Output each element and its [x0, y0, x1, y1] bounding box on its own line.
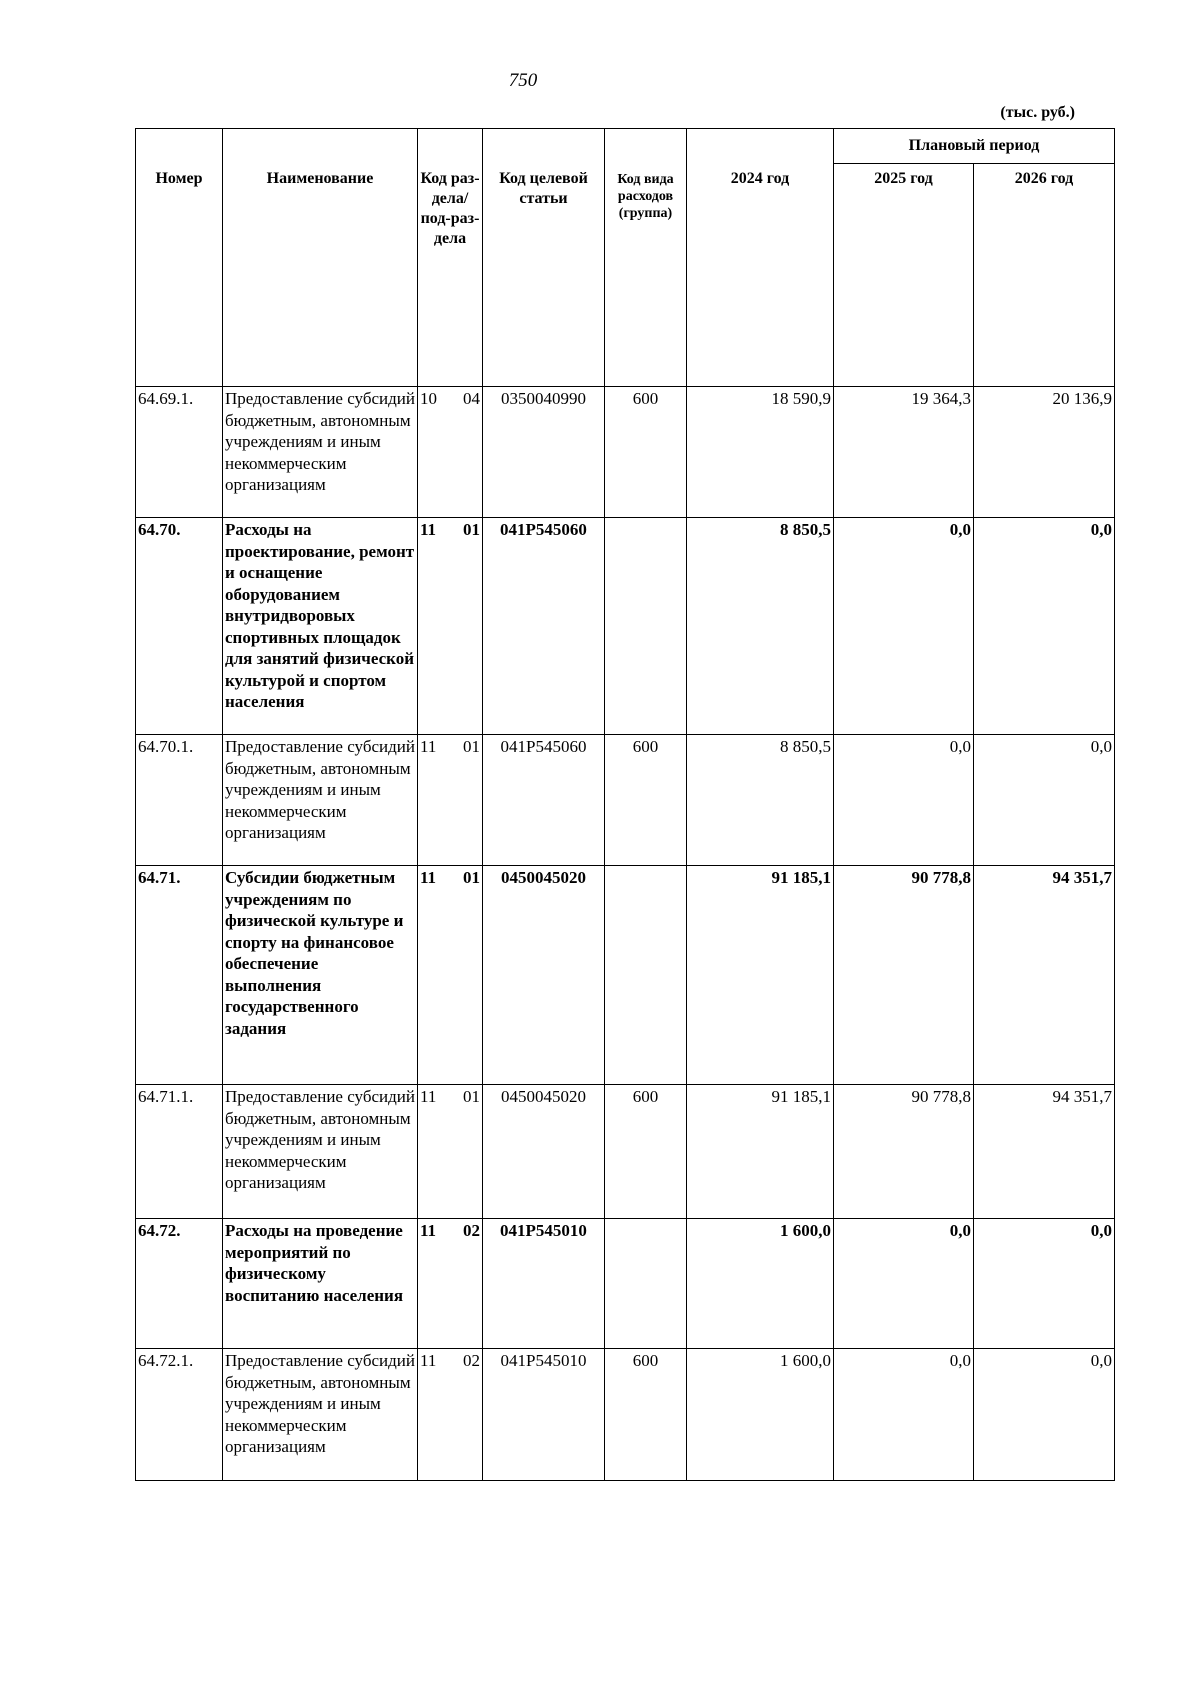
table-row [136, 387, 1115, 518]
row-subsection: 01 [463, 868, 480, 887]
row-2025: 0,0 [834, 735, 974, 866]
row-target-code: 041Р545060 [483, 735, 605, 866]
header-section-code: Код раз-дела/ под-раз-дела [418, 129, 483, 387]
table-body [136, 387, 1115, 1481]
row-subsection: 01 [463, 1087, 480, 1106]
row-name: Расходы на проведение мероприятий по физическому воспитанию населения [223, 1219, 418, 1349]
table-row [136, 866, 1115, 1085]
row-subsection: 01 [463, 520, 480, 539]
row-number: 64.70.1. [136, 735, 223, 866]
header-target-code: Код целевой статьи [483, 129, 605, 387]
row-expense-code: 600 [605, 735, 687, 866]
row-2026: 0,0 [974, 518, 1115, 735]
row-section-code [418, 387, 483, 518]
row-section-code [418, 866, 483, 1085]
row-expense-code: 600 [605, 1349, 687, 1481]
row-2025: 90 778,8 [834, 866, 974, 1085]
row-2025: 90 778,8 [834, 1085, 974, 1219]
row-section: 10 [420, 389, 437, 408]
row-2024: 1 600,0 [687, 1349, 834, 1481]
table-row [136, 1085, 1115, 1219]
row-name: Предоставление субсидий бюджетным, автономным учреждениям и иным некоммерческим организациям [223, 1349, 418, 1481]
row-number: 64.72. [136, 1219, 223, 1349]
row-subsection: 02 [463, 1221, 480, 1240]
row-name: Расходы на проектирование, ремонт и оснащение оборудованием внутридворовых спортивных площадок для занятий физической культурой и спортом населения [223, 518, 418, 735]
header-year-2025: 2025 год [834, 164, 974, 387]
row-2026: 94 351,7 [974, 866, 1115, 1085]
table-row [136, 1349, 1115, 1481]
table-row [136, 735, 1115, 866]
row-target-code: 0350040990 [483, 387, 605, 518]
budget-table [135, 128, 1115, 1481]
table-row [136, 1219, 1115, 1349]
row-subsection: 01 [463, 737, 480, 756]
row-expense-code: 600 [605, 1085, 687, 1219]
row-expense-code [605, 518, 687, 735]
row-section: 11 [420, 1087, 437, 1106]
row-target-code: 041Р545060 [483, 518, 605, 735]
row-2026: 0,0 [974, 1349, 1115, 1481]
row-number: 64.71. [136, 866, 223, 1085]
row-section: 11 [420, 520, 437, 539]
row-section-code [418, 1085, 483, 1219]
row-2026: 0,0 [974, 1219, 1115, 1349]
row-number: 64.69.1. [136, 387, 223, 518]
row-expense-code [605, 866, 687, 1085]
header-name: Наименование [223, 129, 418, 387]
header-number: Номер [136, 129, 223, 387]
row-2025: 0,0 [834, 518, 974, 735]
row-section: 11 [420, 1351, 437, 1370]
row-name: Предоставление субсидий бюджетным, автономным учреждениям и иным некоммерческим организациям [223, 387, 418, 518]
row-2024: 91 185,1 [687, 866, 834, 1085]
row-target-code: 041Р545010 [483, 1219, 605, 1349]
row-2024: 18 590,9 [687, 387, 834, 518]
header-year-2026: 2026 год [974, 164, 1115, 387]
row-2024: 91 185,1 [687, 1085, 834, 1219]
row-name: Предоставление субсидий бюджетным, автономным учреждениям и иным некоммерческим организациям [223, 1085, 418, 1219]
row-2025: 0,0 [834, 1349, 974, 1481]
row-number: 64.70. [136, 518, 223, 735]
row-target-code: 041Р545010 [483, 1349, 605, 1481]
row-name: Предоставление субсидий бюджетным, автономным учреждениям и иным некоммерческим организациям [223, 735, 418, 866]
row-section: 11 [420, 737, 437, 756]
row-2026: 0,0 [974, 735, 1115, 866]
row-section: 11 [420, 868, 437, 887]
table-row [136, 518, 1115, 735]
row-section-code [418, 1349, 483, 1481]
row-target-code: 0450045020 [483, 866, 605, 1085]
row-expense-code: 600 [605, 387, 687, 518]
row-name: Субсидии бюджетным учреждениям по физической культуре и спорту на финансовое обеспечение выполнения государственного задания [223, 866, 418, 1085]
row-2026: 20 136,9 [974, 387, 1115, 518]
row-subsection: 04 [463, 389, 480, 408]
row-2025: 19 364,3 [834, 387, 974, 518]
page-number: 750 [508, 70, 538, 91]
row-number: 64.72.1. [136, 1349, 223, 1481]
row-section-code [418, 518, 483, 735]
row-2024: 8 850,5 [687, 518, 834, 735]
header-expense-code: Код вида расходов (группа) [605, 129, 687, 387]
row-2024: 8 850,5 [687, 735, 834, 866]
row-2024: 1 600,0 [687, 1219, 834, 1349]
row-target-code: 0450045020 [483, 1085, 605, 1219]
header-planning-period: Плановый период [834, 129, 1115, 164]
row-2026: 94 351,7 [974, 1085, 1115, 1219]
row-subsection: 02 [463, 1351, 480, 1370]
row-2025: 0,0 [834, 1219, 974, 1349]
row-section-code [418, 735, 483, 866]
header-year-2024: 2024 год [687, 129, 834, 387]
row-expense-code [605, 1219, 687, 1349]
row-number: 64.71.1. [136, 1085, 223, 1219]
units-label: (тыс. руб.) [1000, 104, 1075, 121]
row-section: 11 [420, 1221, 437, 1240]
row-section-code [418, 1219, 483, 1349]
